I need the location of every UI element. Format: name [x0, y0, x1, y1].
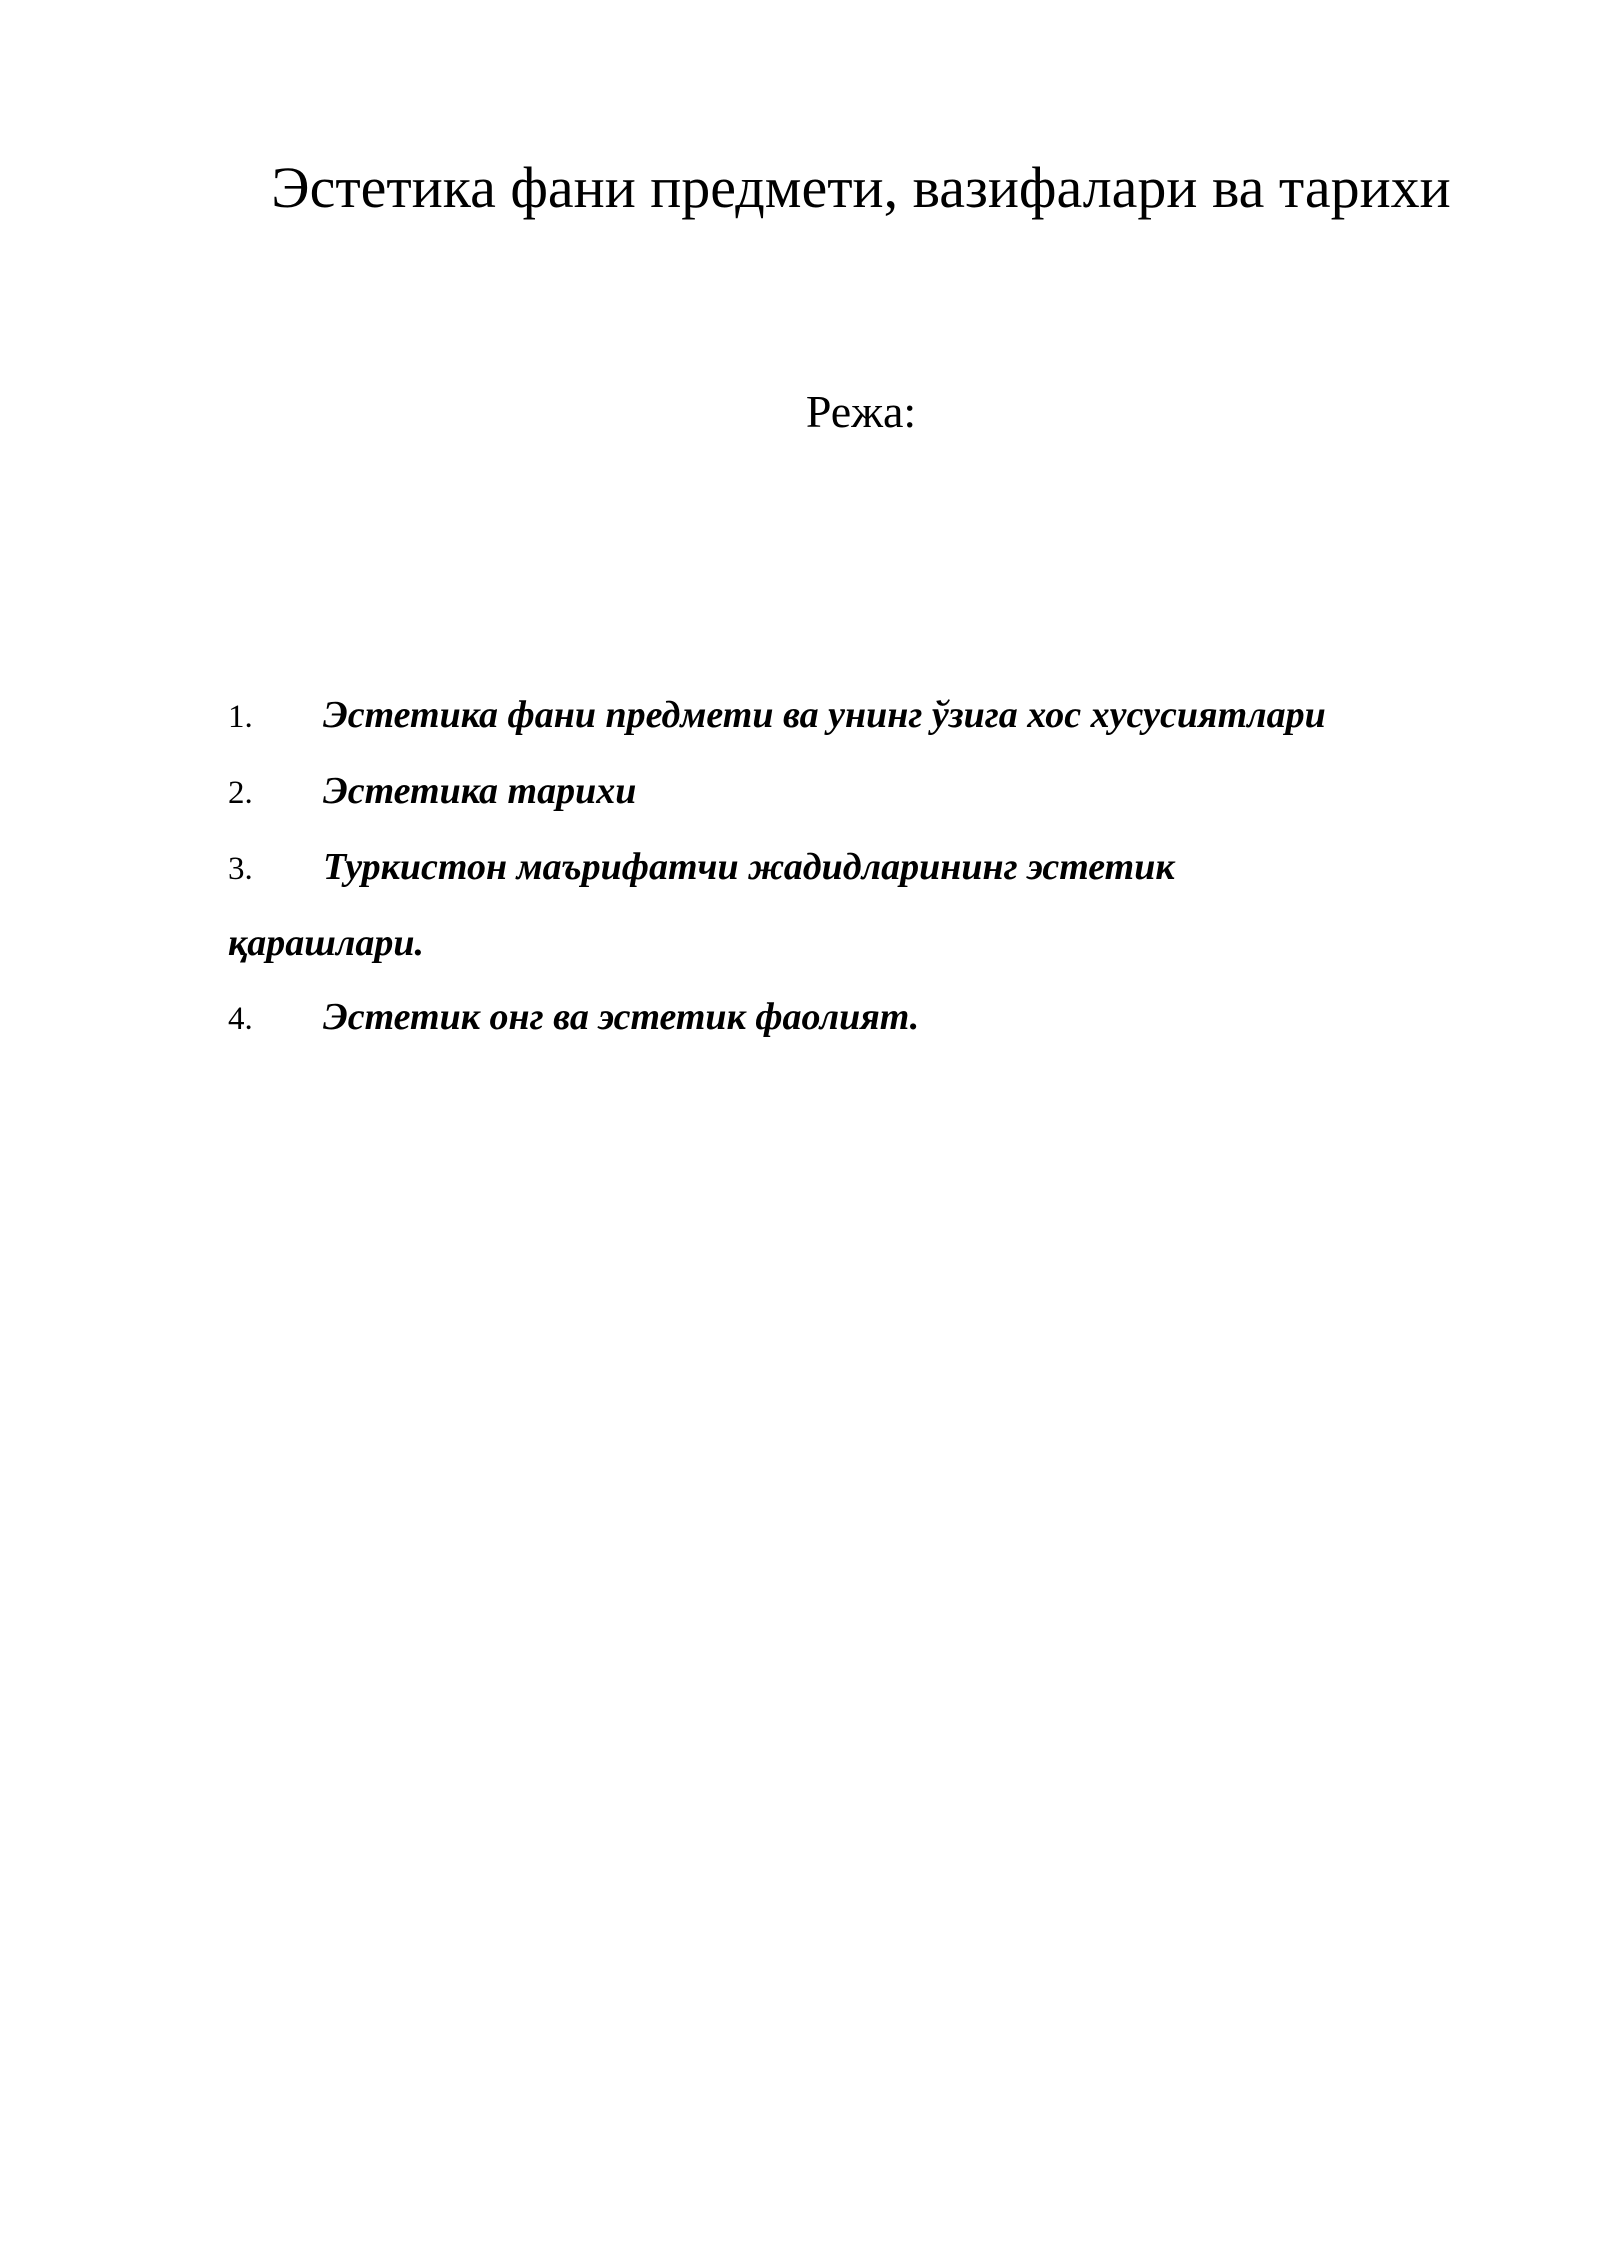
- document-title: Эстетика фани предмети, вазифалари ва тарихи: [271, 155, 1451, 220]
- plan-item-3: [228, 830, 1528, 980]
- plan-item-4: [228, 980, 1528, 1056]
- plan-item-text: Эстетика тарихи: [323, 770, 637, 812]
- plan-item-text-continuation: қарашлари.: [228, 922, 425, 964]
- plan-item-number: 3.: [228, 851, 253, 887]
- plan-item-number: 4.: [228, 1001, 253, 1037]
- plan-item-text: Эстетик онг ва эстетик фаолият.: [323, 996, 920, 1038]
- plan-item-1: [228, 678, 1528, 754]
- plan-item-text: Туркистон маърифатчи жадидларининг эстетик: [323, 846, 1175, 888]
- plan-list: [228, 678, 1528, 1056]
- plan-item-text: Эстетика фани предмети ва унинг ўзига хос хусусиятлари: [323, 694, 1326, 736]
- plan-heading: Режа:: [805, 386, 917, 437]
- plan-item-number: 1.: [228, 699, 253, 735]
- plan-item-number: 2.: [228, 775, 253, 811]
- plan-item-2: [228, 754, 1528, 830]
